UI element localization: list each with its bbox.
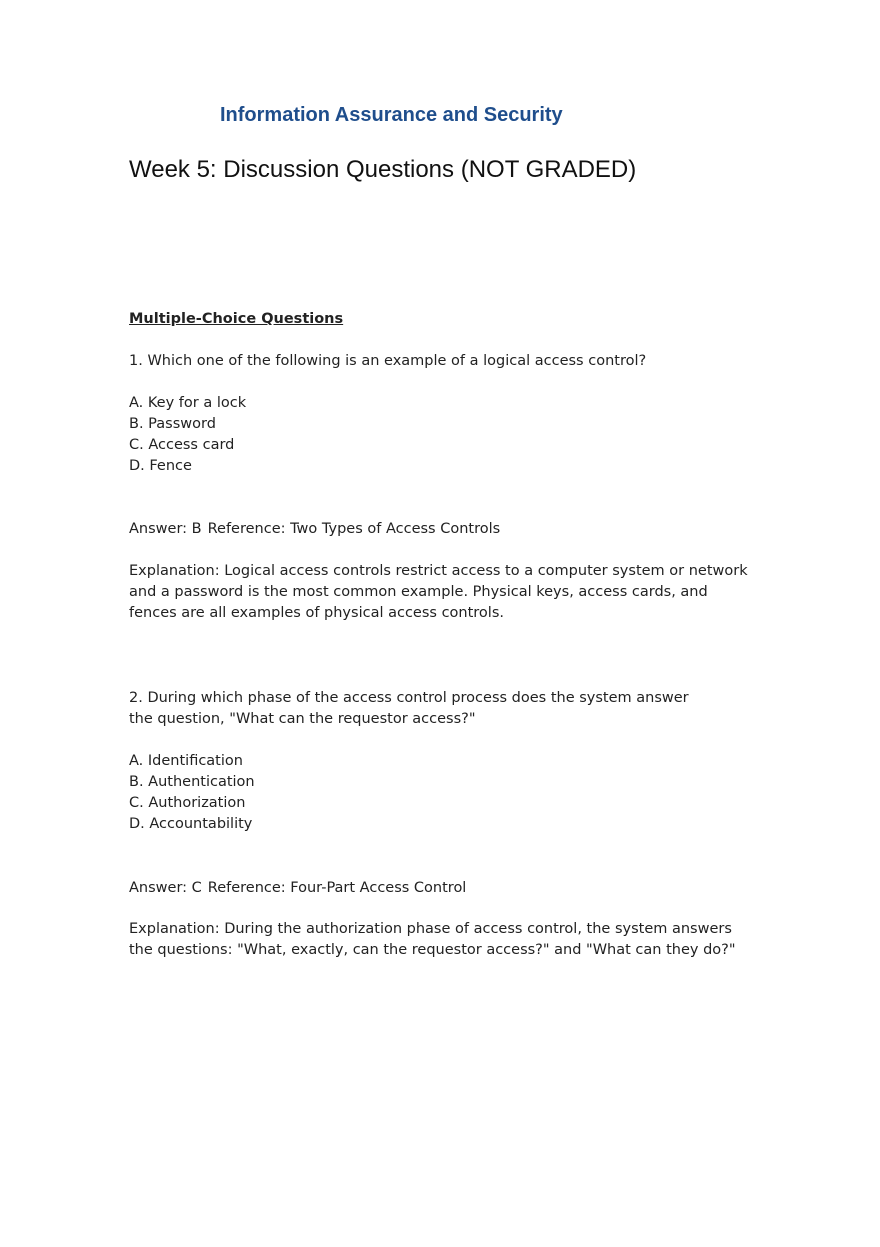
option-b: B. Authentication	[129, 774, 255, 790]
question-2-text: 2. During which phase of the access control process does the system answer the question, "What can the requestor access?"	[129, 690, 689, 727]
option-d: D. Fence	[129, 458, 192, 474]
option-b: B. Password	[129, 416, 216, 432]
course-title: Information Assurance and Security	[220, 104, 563, 126]
answer-text: Answer: C	[129, 880, 202, 896]
question-2-explanation: Explanation: During the authorization phase of access control, the system answers the questions: "What, exactly, can the requestor access?" and "What can they do?"	[129, 921, 736, 958]
option-c: C. Authorization	[129, 795, 246, 811]
answer-text: Answer: B	[129, 521, 202, 537]
question-1-answer	[129, 519, 759, 540]
option-c: C. Access card	[129, 437, 235, 453]
question-1-text	[129, 351, 759, 372]
question-2-answer	[129, 878, 759, 899]
question-2-options	[129, 751, 759, 835]
question-text: 1. Which one of the following is an example of a logical access control?	[129, 353, 647, 369]
option-a: A. Identification	[129, 753, 243, 769]
page-title: Week 5: Discussion Questions (NOT GRADED)	[129, 156, 637, 183]
reference-text: Reference: Two Types of Access Controls	[207, 521, 501, 537]
question-1-explanation: Explanation: Logical access controls restrict access to a computer system or network and a password is the most common example. Physical keys, access cards, and fences are all examples of physical access controls.	[129, 563, 748, 621]
option-d: D. Accountability	[129, 816, 253, 832]
section-heading: Multiple-Choice Questions	[129, 311, 344, 327]
question-1-options	[129, 393, 759, 477]
option-a: A. Key for a lock	[129, 395, 247, 411]
reference-text: Reference: Four-Part Access Control	[207, 880, 467, 896]
